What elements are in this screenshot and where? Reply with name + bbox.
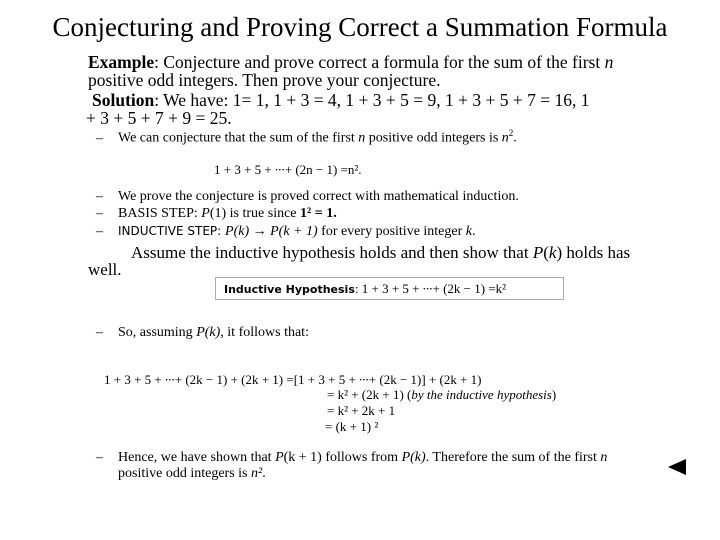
example-var: n xyxy=(604,52,614,72)
conclusion-p: P xyxy=(275,450,284,465)
bullet-inductive xyxy=(96,224,476,240)
derivation-end: ) xyxy=(551,387,557,402)
conclusion-end: . xyxy=(262,466,266,481)
bullet-dash: – xyxy=(96,224,103,239)
conjecture-text: We can conjecture that the sum of the first xyxy=(118,130,359,146)
inductive-post: for every positive integer xyxy=(317,224,466,239)
assume-p: P xyxy=(532,243,544,262)
derivation-line-1: 1 + 3 + 5 + ∙∙∙+ (2k − 1) + (2k + 1) =[1 + 3 + 5 + ∙∙∙+ (2k − 1)] + (2k + 1) xyxy=(104,372,482,387)
basis-p: P xyxy=(201,206,210,221)
basis-mid: is true since xyxy=(226,206,301,221)
conclusion-text: Hence, we have shown that xyxy=(118,450,276,465)
bullet-dash: – xyxy=(96,450,103,465)
basis-label: BASIS STEP: xyxy=(118,206,202,221)
assume-k: k xyxy=(548,243,557,262)
bullet-assuming xyxy=(96,325,309,341)
conclusion-text-2: positive odd integers is xyxy=(118,466,251,481)
inductive-var: k xyxy=(465,224,472,239)
conclusion-mid: follows from xyxy=(321,450,402,465)
assume-text: Assume the inductive hypothesis holds and then show that xyxy=(131,243,533,262)
bullet-dash: – xyxy=(96,130,103,146)
conjecture-sup: 2 xyxy=(508,128,514,138)
solution-label: Solution xyxy=(92,90,155,110)
conclusion-post: . Therefore the sum of the first xyxy=(425,450,601,465)
example-label: Example xyxy=(88,52,155,72)
assuming-text: So, assuming xyxy=(118,325,197,340)
derivation-expr: = k² + (2k + 1) ( xyxy=(327,387,412,402)
assume-line-2: well. xyxy=(88,260,122,279)
hypothesis-expr: : 1 + 3 + 5 + ∙∙∙+ (2k − 1) =k² xyxy=(354,281,507,296)
assume-paren: ( xyxy=(543,243,549,262)
conjecture-formula: 1 + 3 + 5 + ∙∙∙+ (2n − 1) =n². xyxy=(214,162,362,177)
conclusion-line-1 xyxy=(96,450,607,466)
conclusion-expr: n² xyxy=(251,466,263,481)
conclusion-p2: P xyxy=(401,450,411,465)
assuming-post: , it follows that: xyxy=(220,325,309,340)
conjecture-expr: n xyxy=(501,130,509,146)
inductive-label: INDUCTIVE STEP: xyxy=(118,224,226,238)
bullet-conjecture xyxy=(96,128,517,147)
page-title: Conjecturing and Proving Correct a Summation Formula xyxy=(52,12,668,42)
hypothesis-label: Inductive Hypothesis xyxy=(224,283,355,296)
basis-arg: (1) xyxy=(209,206,227,221)
assume-post: ) holds has xyxy=(556,243,631,262)
inductive-end: . xyxy=(472,224,476,239)
conclusion-n: n xyxy=(600,450,608,465)
back-arrow-icon[interactable] xyxy=(668,459,686,475)
derivation-line-2 xyxy=(327,387,556,403)
bullet-prove xyxy=(96,189,519,205)
bullet-dash: – xyxy=(96,325,103,340)
conjecture-var: n xyxy=(358,130,366,146)
derivation-note: by the inductive hypothesis xyxy=(411,387,552,402)
inductive-expr: P(k) → P(k + 1) xyxy=(225,224,318,239)
conjecture-end: . xyxy=(513,130,517,146)
solution-line-2: + 3 + 5 + 7 + 9 = 25. xyxy=(86,108,232,128)
bullet-basis xyxy=(96,206,337,222)
bullet-dash: – xyxy=(96,206,103,221)
prove-text: We prove the conjecture is proved correct with mathematical induction. xyxy=(118,189,519,204)
assuming-k: (k) xyxy=(204,325,221,340)
conclusion-k: (k) xyxy=(410,450,426,465)
assume-line-1 xyxy=(131,243,630,263)
conclusion-line-2 xyxy=(118,466,266,482)
example-text: : Conjecture and prove correct a formula for the sum of the first xyxy=(154,52,605,72)
solution-text: : We have: 1= 1, 1 + 3 = 4, 1 + 3 + 5 = 9, 1 + 3 + 5 + 7 = 16, 1 xyxy=(154,90,590,110)
assuming-p: P xyxy=(196,325,205,340)
derivation-line-3: = k² + 2k + 1 xyxy=(327,403,396,418)
hypothesis-text xyxy=(224,281,506,297)
bullet-dash: – xyxy=(96,189,103,204)
conjecture-text-post: positive odd integers is xyxy=(365,130,502,146)
derivation-line-4: = (k + 1) ² xyxy=(325,419,379,434)
basis-expr: 1² = 1. xyxy=(300,206,337,221)
example-line-2: positive odd integers. Then prove your conjecture. xyxy=(88,70,441,90)
conclusion-arg: (k + 1) xyxy=(283,450,322,465)
